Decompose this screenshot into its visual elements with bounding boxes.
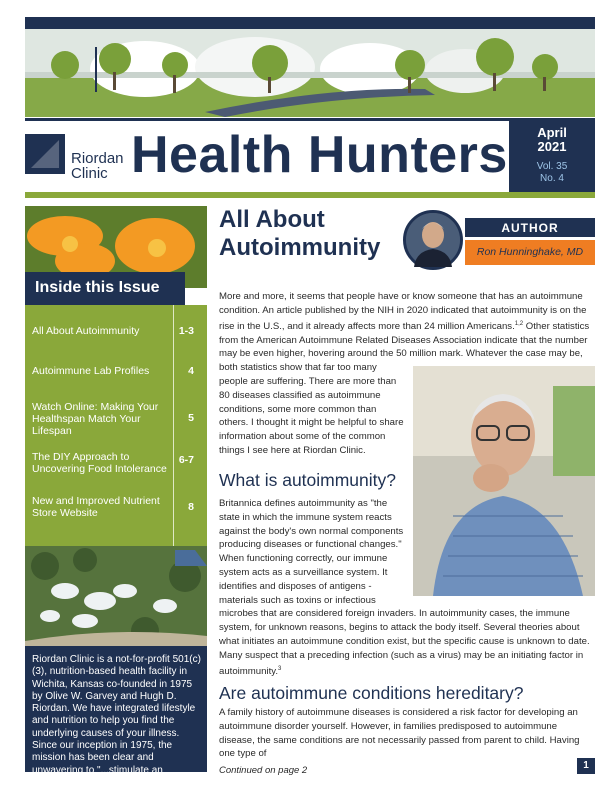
intro-paragraph: [219, 290, 595, 456]
toc-item-label: Watch Online: Making Your Healthspan Match Your Lifespan: [32, 401, 159, 437]
intro-text-a: More and more, it seems that people have or know someone that has an autoimmune condition. An article published by the NIH in 2020 indicated that autoimmunity is on the rise in the U.S., and it already affects more than 24 million Americans.: [219, 291, 587, 332]
org-name-line2: Clinic: [71, 165, 108, 182]
riordan-logo-icon: [25, 134, 65, 174]
toc-item-page: 4: [188, 365, 194, 377]
toc-item-label: New and Improved Nutrient Store Website: [32, 495, 160, 519]
section-heading-what: What is autoimmunity?: [219, 470, 397, 490]
issue-box: [509, 118, 595, 195]
intro-block: [219, 290, 595, 458]
issue-month: April: [537, 125, 567, 140]
author-avatar: [403, 210, 463, 270]
what-paragraph: [219, 497, 595, 677]
photo-wrap-spacer: [405, 497, 595, 599]
org-name-line1: Riordan: [71, 150, 124, 167]
article-title-line1: All About: [219, 206, 325, 233]
intro-text-b: Other statistics from the American Autoimmune Related Diseases Association indicate that the number may be even higher, hovering around the 50 million mark. Whatever the case may be, both statistics show that far too many people are suffering. There are more than 80 diseases classified as autoimmune conditions, some more common than others. I thought it might be helpful to share information about some of the common things I see here at Riordan Clinic.: [219, 320, 590, 456]
intro-citation: 1,2: [514, 320, 524, 327]
hereditary-paragraph: A family history of autoimmune diseases is considered a risk factor for developing an autoimmune disorder yourself. However, in families predisposed to autoimmune disease, the same conditions are not necessarily passed from parent to child. Having one type of: [219, 707, 580, 760]
campus-aerial-photo: [25, 546, 207, 646]
masthead: [25, 118, 595, 192]
toc-item-label: Autoimmune Lab Profiles: [32, 365, 150, 377]
toc-item-label: All About Autoimmunity: [32, 325, 140, 337]
newsletter-title: Health Hunters: [131, 126, 508, 184]
toc-item-page: 6-7: [178, 454, 194, 466]
divider: [25, 192, 595, 198]
section-heading-hereditary: Are autoimmune conditions hereditary?: [219, 683, 524, 703]
masthead-illustration: [25, 17, 595, 117]
what-citation: 3: [278, 665, 282, 672]
author-label: AUTHOR: [465, 218, 595, 237]
toc-item-label: The DIY Approach to Uncovering Food Intolerance: [32, 451, 167, 475]
continued-note[interactable]: Continued on page 2: [219, 765, 308, 776]
inside-issue-heading: Inside this Issue: [25, 272, 185, 305]
article-title-line2: Autoimmunity: [219, 234, 381, 261]
article-title: [219, 206, 380, 262]
issue-number: No. 4: [540, 173, 564, 184]
page-number: 1: [577, 758, 595, 774]
what-text: Britannica defines autoimmunity as "the state in which the immune system reacts against the body's own normal components producing diseases or functional changes." When functioning correctly, our immune system acts as a surveillance system. It identifies and disposes of antigens - materials such as toxins or infectious microbes that are considered foreign invaders. In autoimmunity cases, the immune system, for unknown reasons, begins to attack the body itself. Several theories about what initiates an autoimmune condition exist, but the specific cause is unknown to date. Many suspect that a preceding infection (such as a virus) may be an initiating factor in autoimmunity.: [219, 498, 590, 677]
about-clinic: Riordan Clinic is a not-for-profit 501(c)(3), nutrition-based health facility in Wichita, Kansas co-founded in 1975 by Olive W. Garvey and Hugh D. Riordan. We have integrated lifestyle and nutrition to help you find the underlying causes of your illness. Since our inception in 1975, the mission has been clear and unwavering to "...stimulate an epidemic of health.": [25, 646, 207, 772]
toc-item-page: 8: [188, 501, 194, 513]
author-name: Ron Hunninghake, MD: [465, 240, 595, 265]
toc-item-page: 5: [188, 412, 194, 424]
toc-item-page: 1-3: [178, 325, 194, 337]
org-name: [71, 151, 124, 181]
issue-year: 2021: [537, 139, 567, 154]
sidebar: [25, 206, 207, 788]
issue-volume: Vol. 35: [536, 161, 568, 172]
